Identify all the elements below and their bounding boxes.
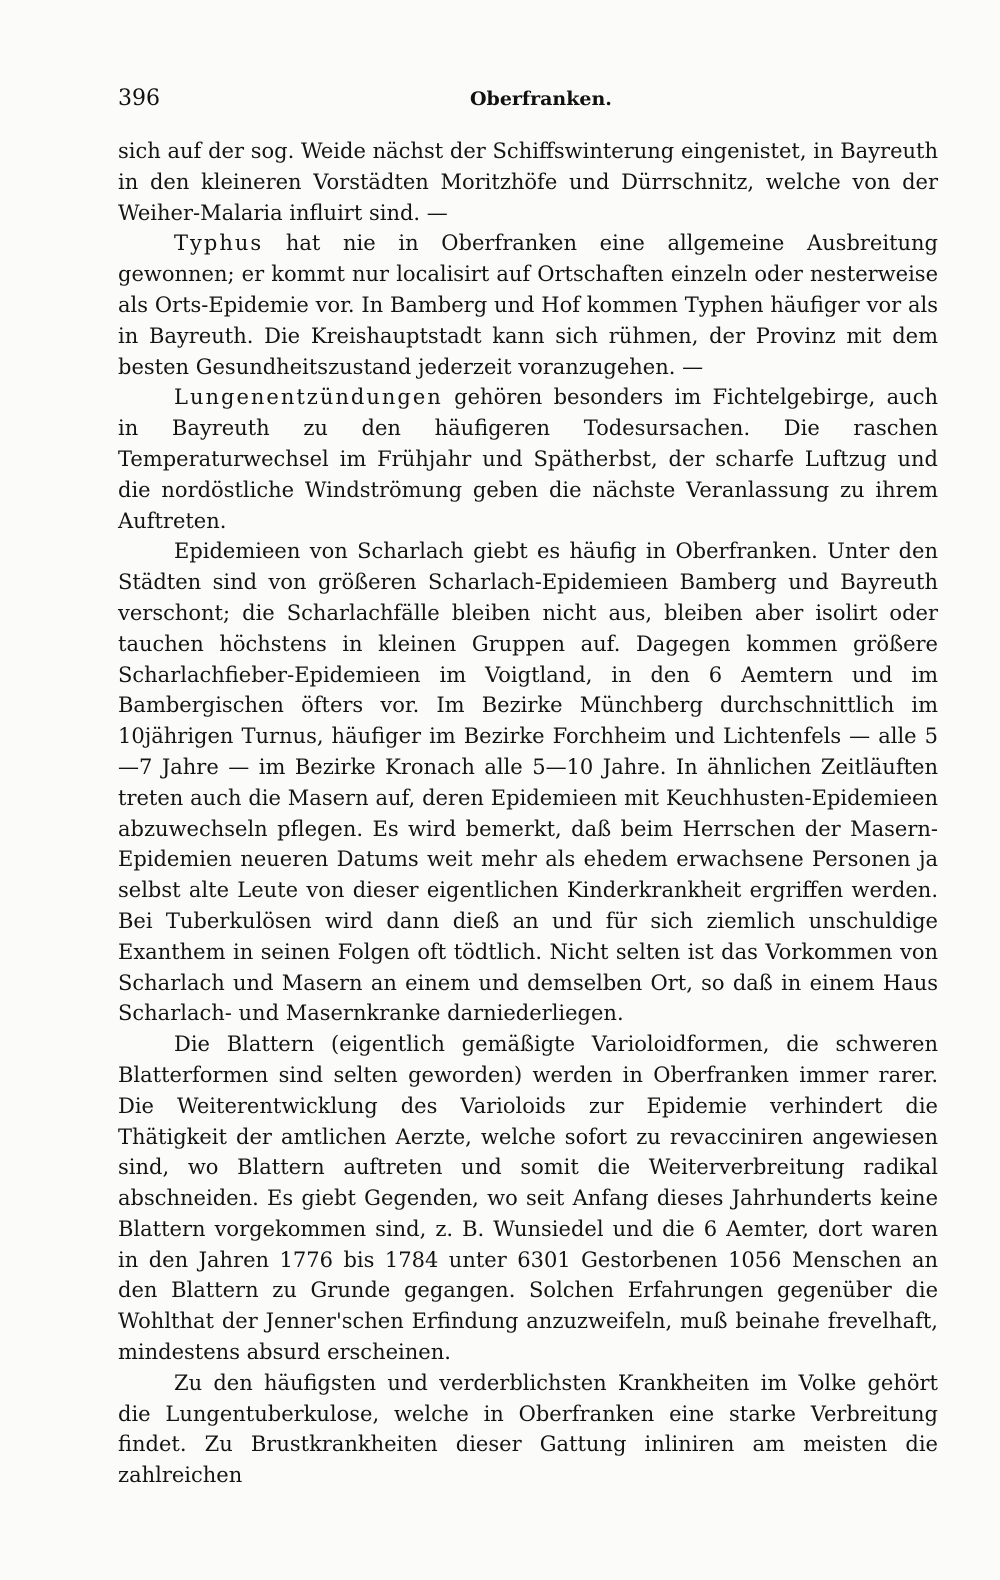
- paragraph-lungentuberkulose: [118, 1368, 938, 1491]
- page-header: [118, 86, 938, 116]
- running-title: Oberfranken.: [470, 88, 612, 110]
- paragraph-text: gehören besonders im Fichtelgebirge, auch in Bayreuth zu den häufigeren Todesursachen. Die raschen Temperaturwechsel im Frühjahr und Spätherbst, der scharfe Luftzug und die nordöstliche Windströmung geben die nächste Veranlassung zu ihrem Auftreten.: [118, 385, 938, 533]
- paragraph-scharlach: [118, 536, 938, 1029]
- paragraph-typhus: [118, 228, 938, 382]
- paragraph-text: Die Blattern (eigentlich gemäßigte Varioloidformen, die schweren Blatterformen sind selten geworden) werden in Oberfranken immer rarer. Die Weiterentwicklung des Varioloids zur Epidemie verhindert die Thätigkeit der amtlichen Aerzte, welche sofort zu revacciniren angewiesen sind, wo Blattern auftreten und somit die Weiterverbreitung radikal abschneiden. Es giebt Gegenden, wo seit Anfang dieses Jahrhunderts keine Blattern vorgekommen sind, z. B. Wunsiedel und die 6 Aemter, dort waren in den Jahren 1776 bis 1784 unter 6301 Gestorbenen 1056 Menschen an den Blattern zu Grunde gegangen. Solchen Erfahrungen gegenüber die Wohlthat der Jenner'schen Erfindung anzuzweifeln, muß beinahe frevelhaft, mindestens absurd erscheinen.: [118, 1032, 938, 1365]
- paragraph-text: sich auf der sog. Weide nächst der Schiffswinterung eingenistet, in Bayreuth in den kleineren Vorstädten Moritzhöfe und Dürrschnitz, welche von der Weiher-Malaria influirt sind. —: [118, 139, 938, 225]
- paragraph-lead: Lungenentzündungen: [174, 385, 443, 410]
- page-number: 396: [118, 86, 160, 111]
- paragraph-lungenentzuendungen: [118, 382, 938, 536]
- paragraph-text: hat nie in Oberfranken eine allgemeine Ausbreitung gewonnen; er kommt nur localisirt auf Ortschaften einzeln oder nesterweise als Orts-Epidemie vor. In Bamberg und Hof kommen Typhen häufiger vor als in Bayreuth. Die Kreishauptstadt kann sich rühmen, der Provinz mit dem besten Gesundheitszustand jederzeit voranzugehen. —: [118, 231, 938, 379]
- paragraph-lead: Typhus: [174, 231, 264, 256]
- paragraph-text: Zu den häufigsten und verderblichsten Krankheiten im Volke gehört die Lungentuberkulose, welche in Oberfranken eine starke Verbreitung findet. Zu Brustkrankheiten dieser Gattung inliniren am meisten die zahlreichen: [118, 1370, 938, 1488]
- body-text: [118, 136, 938, 1491]
- paragraph-blattern: [118, 1029, 938, 1368]
- paragraph-text: Epidemieen von Scharlach giebt es häufig in Oberfranken. Unter den Städten sind von größeren Scharlach-Epidemieen Bamberg und Bayreuth verschont; die Scharlachfälle bleiben nicht aus, bleiben aber isolirt oder tauchen höchstens in kleinen Gruppen auf. Dagegen kommen größere Scharlachfieber-Epidemieen im Voigtland, in den 6 Aemtern und im Bambergischen öfters vor. Im Bezirke Münchberg durchschnittlich im 10jährigen Turnus, häufiger im Bezirke Forchheim und Lichtenfels — alle 5—7 Jahre — im Bezirke Kronach alle 5—10 Jahre. In ähnlichen Zeitläuften treten auch die Masern auf, deren Epidemieen mit Keuchhusten-Epidemieen abzuwechseln pflegen. Es wird bemerkt, daß beim Herrschen der Masern-Epidemien neueren Datums weit mehr als ehedem erwachsene Personen ja selbst alte Leute von dieser eigentlichen Kinderkrankheit ergriffen werden. Bei Tuberkulösen wird dann dieß an und für sich ziemlich unschuldige Exanthem in seinen Folgen oft tödtlich. Nicht selten ist das Vorkommen von Scharlach und Masern an einem und demselben Ort, so daß in einem Haus Scharlach- und Masernkranke darniederliegen.: [118, 539, 938, 1026]
- paragraph-1: [118, 136, 938, 228]
